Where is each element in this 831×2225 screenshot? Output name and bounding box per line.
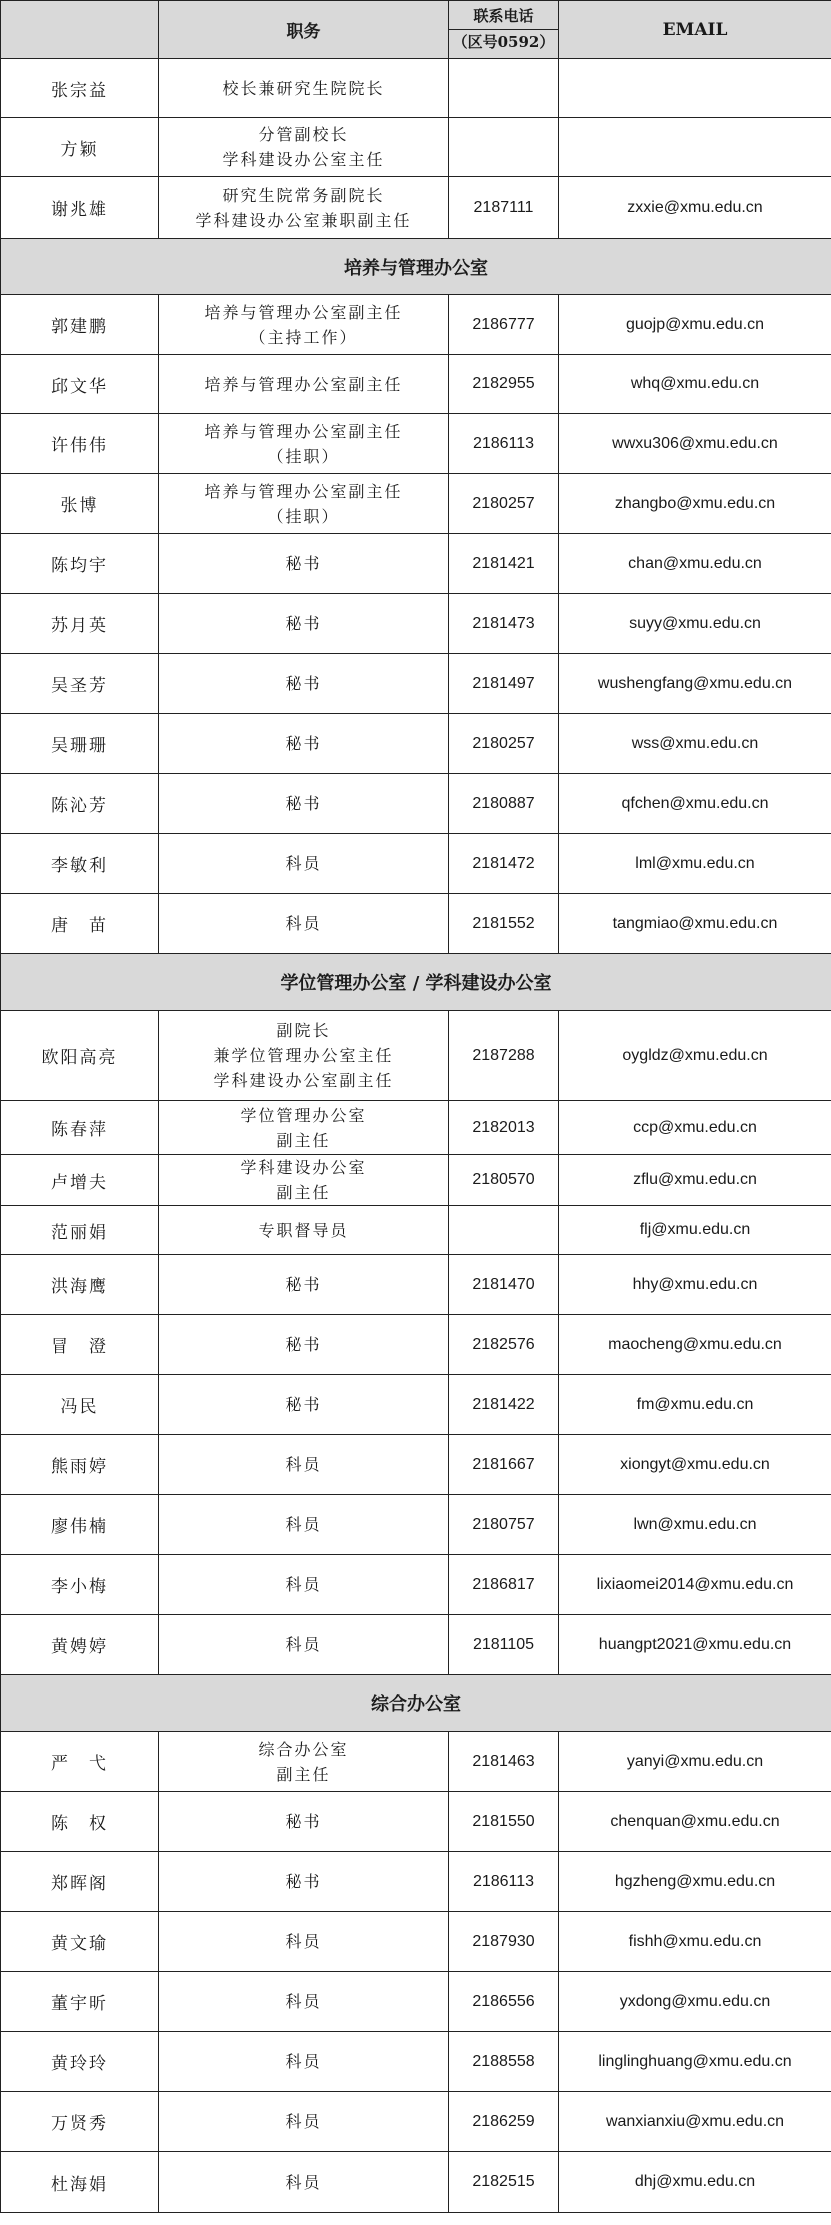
role-line: （挂职） [267, 506, 340, 526]
person-role [159, 1852, 449, 1912]
table-row [1, 1206, 831, 1255]
person-name: 欧阳高亮 [1, 1011, 159, 1101]
person-role [159, 1792, 449, 1852]
person-email[interactable]: yanyi@xmu.edu.cn [559, 1732, 831, 1792]
person-name: 邱文华 [1, 355, 159, 414]
table-row [1, 355, 831, 414]
person-phone: 2186817 [449, 1555, 559, 1615]
table-row [1, 534, 831, 594]
person-phone: 2182955 [449, 355, 559, 414]
person-name: 李敏利 [1, 834, 159, 894]
person-email[interactable]: wushengfang@xmu.edu.cn [559, 654, 831, 714]
person-email[interactable]: qfchen@xmu.edu.cn [559, 774, 831, 834]
person-name: 董宇昕 [1, 1972, 159, 2032]
person-name: 苏月英 [1, 594, 159, 654]
person-name: 唐 苗 [1, 894, 159, 954]
header-role: 职务 [159, 1, 449, 59]
person-email[interactable]: hgzheng@xmu.edu.cn [559, 1852, 831, 1912]
person-name: 范丽娟 [1, 1206, 159, 1255]
person-name: 杜海娟 [1, 2152, 159, 2213]
section-title: 学位管理办公室 / 学科建设办公室 [1, 954, 831, 1011]
person-email[interactable]: fm@xmu.edu.cn [559, 1375, 831, 1435]
person-role [159, 534, 449, 594]
role-line: 学科建设办公室 [240, 1158, 367, 1177]
table-row [1, 894, 831, 954]
person-phone: 2181421 [449, 534, 559, 594]
person-name: 吴圣芳 [1, 654, 159, 714]
person-name: 洪海鹰 [1, 1255, 159, 1315]
role-line: 校长兼研究生院院长 [222, 78, 385, 98]
role-line: 秘书 [285, 614, 322, 633]
person-name: 冯民 [1, 1375, 159, 1435]
person-phone: 2186113 [449, 414, 559, 474]
person-email[interactable]: huangpt2021@xmu.edu.cn [559, 1615, 831, 1675]
person-name: 陈均宇 [1, 534, 159, 594]
person-email[interactable]: oygldz@xmu.edu.cn [559, 1011, 831, 1101]
role-line: 学位管理办公室 [240, 1105, 367, 1125]
role-line: （挂职） [267, 446, 340, 466]
person-name: 黄文瑜 [1, 1912, 159, 1972]
person-role [159, 1495, 449, 1555]
person-email[interactable]: lixiaomei2014@xmu.edu.cn [559, 1555, 831, 1615]
table-row [1, 1315, 831, 1375]
role-line: 秘书 [285, 1872, 322, 1891]
person-role [159, 1555, 449, 1615]
person-phone: 2181422 [449, 1375, 559, 1435]
role-line: 科员 [285, 2172, 322, 2192]
table-row [1, 1615, 831, 1675]
table-row [1, 774, 831, 834]
table-row [1, 2032, 831, 2092]
person-email[interactable]: chan@xmu.edu.cn [559, 534, 831, 594]
person-role [159, 594, 449, 654]
header-row [1, 1, 831, 59]
person-name: 熊雨婷 [1, 1435, 159, 1495]
role-line: 兼学位管理办公室主任 [213, 1046, 394, 1065]
person-role [159, 714, 449, 774]
person-role [159, 59, 449, 118]
role-line: 培养与管理办公室副主任 [204, 481, 403, 501]
role-line: 科员 [285, 1635, 322, 1654]
table-row [1, 1792, 831, 1852]
header-phone-label: 联系电话 [473, 7, 534, 25]
table-row [1, 714, 831, 774]
person-role [159, 1435, 449, 1495]
role-line: 科员 [285, 1455, 322, 1474]
person-phone [449, 118, 559, 177]
person-phone: 2186556 [449, 1972, 559, 2032]
table-row [1, 834, 831, 894]
person-name: 谢兆雄 [1, 177, 159, 239]
person-email[interactable]: xiongyt@xmu.edu.cn [559, 1435, 831, 1495]
person-email[interactable]: tangmiao@xmu.edu.cn [559, 894, 831, 954]
role-line: 专职督导员 [258, 1220, 349, 1240]
role-line: 副主任 [276, 1183, 331, 1202]
person-phone: 2181550 [449, 1792, 559, 1852]
table-row [1, 1011, 831, 1101]
person-email[interactable]: wanxianxiu@xmu.edu.cn [559, 2092, 831, 2152]
role-line: 学科建设办公室副主任 [213, 1071, 394, 1090]
person-phone: 2181473 [449, 594, 559, 654]
role-line: 科员 [285, 854, 322, 873]
table-row [1, 1435, 831, 1495]
person-email[interactable]: zflu@xmu.edu.cn [559, 1155, 831, 1206]
table-row [1, 1912, 831, 1972]
person-name: 严 弋 [1, 1732, 159, 1792]
role-line: 科员 [285, 2112, 322, 2131]
person-email[interactable]: guojp@xmu.edu.cn [559, 295, 831, 355]
person-role [159, 1206, 449, 1255]
person-phone: 2181552 [449, 894, 559, 954]
person-phone: 2187288 [449, 1011, 559, 1101]
person-role [159, 118, 449, 177]
person-name: 许伟伟 [1, 414, 159, 474]
person-name: 陈春萍 [1, 1101, 159, 1155]
table-row [1, 594, 831, 654]
role-line: 秘书 [285, 674, 322, 693]
table-row [1, 295, 831, 355]
person-phone [449, 59, 559, 118]
section-row [1, 239, 831, 295]
person-name: 卢增夫 [1, 1155, 159, 1206]
role-line: 科员 [285, 914, 322, 933]
person-phone [449, 1206, 559, 1255]
person-role [159, 654, 449, 714]
person-email[interactable]: fishh@xmu.edu.cn [559, 1912, 831, 1972]
person-email[interactable]: hhy@xmu.edu.cn [559, 1255, 831, 1315]
person-email [559, 59, 831, 118]
role-line: 副主任 [276, 1764, 331, 1784]
person-role [159, 1255, 449, 1315]
person-role [159, 1912, 449, 1972]
person-role [159, 1375, 449, 1435]
table-body [1, 59, 831, 2213]
role-line: 副主任 [276, 1130, 331, 1150]
person-role [159, 894, 449, 954]
role-line: 科员 [285, 1515, 322, 1534]
role-line: 秘书 [285, 794, 322, 813]
section-title: 综合办公室 [1, 1675, 831, 1732]
role-line: 科员 [285, 1575, 322, 1594]
person-email[interactable]: zxxie@xmu.edu.cn [559, 177, 831, 239]
person-role [159, 1101, 449, 1155]
role-line: 培养与管理办公室副主任 [204, 421, 403, 441]
person-name: 陈沁芳 [1, 774, 159, 834]
person-phone: 2180257 [449, 714, 559, 774]
role-line: 秘书 [285, 1335, 322, 1354]
person-phone: 2181472 [449, 834, 559, 894]
person-phone: 2182515 [449, 2152, 559, 2213]
table-row [1, 1155, 831, 1206]
role-line: 秘书 [285, 734, 322, 753]
table-row [1, 177, 831, 239]
person-phone: 2180757 [449, 1495, 559, 1555]
table-row [1, 1972, 831, 2032]
role-line: 秘书 [285, 1812, 322, 1831]
person-role [159, 355, 449, 414]
person-role [159, 1155, 449, 1206]
section-row [1, 1675, 831, 1732]
table-row [1, 474, 831, 534]
person-phone: 2186113 [449, 1852, 559, 1912]
person-role [159, 834, 449, 894]
person-email[interactable]: maocheng@xmu.edu.cn [559, 1315, 831, 1375]
role-line: 研究生院常务副院长 [222, 185, 385, 205]
role-line: 培养与管理办公室副主任 [204, 302, 403, 322]
header-phone [449, 1, 559, 59]
person-phone: 2187111 [449, 177, 559, 239]
person-name: 吴珊珊 [1, 714, 159, 774]
role-line: 分管副校长 [258, 125, 349, 144]
role-line: 秘书 [285, 1395, 322, 1414]
person-name: 李小梅 [1, 1555, 159, 1615]
section-row [1, 954, 831, 1011]
person-name: 黄娉婷 [1, 1615, 159, 1675]
person-phone: 2181463 [449, 1732, 559, 1792]
person-phone: 2181105 [449, 1615, 559, 1675]
person-role [159, 177, 449, 239]
person-email[interactable]: wss@xmu.edu.cn [559, 714, 831, 774]
person-email[interactable]: lwn@xmu.edu.cn [559, 1495, 831, 1555]
person-email[interactable]: wwxu306@xmu.edu.cn [559, 414, 831, 474]
person-name: 方颖 [1, 118, 159, 177]
role-line: 学科建设办公室主任 [222, 150, 385, 169]
table-row [1, 414, 831, 474]
person-name: 陈 权 [1, 1792, 159, 1852]
person-name: 廖伟楠 [1, 1495, 159, 1555]
person-role [159, 2092, 449, 2152]
person-name: 万贤秀 [1, 2092, 159, 2152]
person-name: 张宗益 [1, 59, 159, 118]
person-name: 张博 [1, 474, 159, 534]
role-line: 副院长 [276, 1021, 331, 1040]
person-phone: 2181470 [449, 1255, 559, 1315]
table-row [1, 1101, 831, 1155]
table-row [1, 1495, 831, 1555]
table-row [1, 1255, 831, 1315]
person-email[interactable]: yxdong@xmu.edu.cn [559, 1972, 831, 2032]
person-email[interactable]: chenquan@xmu.edu.cn [559, 1792, 831, 1852]
person-phone: 2181667 [449, 1435, 559, 1495]
role-line: 科员 [285, 2052, 322, 2071]
person-role [159, 474, 449, 534]
table-row [1, 1375, 831, 1435]
person-email[interactable]: whq@xmu.edu.cn [559, 355, 831, 414]
role-line: 学科建设办公室兼职副主任 [195, 210, 412, 230]
person-phone: 2187930 [449, 1912, 559, 1972]
table-row [1, 2092, 831, 2152]
role-line: 综合办公室 [258, 1739, 349, 1759]
person-phone: 2181497 [449, 654, 559, 714]
person-role [159, 414, 449, 474]
person-email[interactable]: lml@xmu.edu.cn [559, 834, 831, 894]
header-email: EMAIL [559, 1, 831, 59]
table-row [1, 59, 831, 118]
person-role [159, 1972, 449, 2032]
section-title: 培养与管理办公室 [1, 239, 831, 295]
person-role [159, 1011, 449, 1101]
table-row [1, 118, 831, 177]
person-phone: 2180570 [449, 1155, 559, 1206]
table-row [1, 1732, 831, 1792]
role-line: 秘书 [285, 1275, 322, 1294]
role-line: （主持工作） [249, 327, 358, 347]
person-name: 黄玲玲 [1, 2032, 159, 2092]
person-phone: 2182576 [449, 1315, 559, 1375]
header-name [1, 1, 159, 59]
person-role [159, 2032, 449, 2092]
table-row [1, 1555, 831, 1615]
person-phone: 2186259 [449, 2092, 559, 2152]
person-email[interactable]: suyy@xmu.edu.cn [559, 594, 831, 654]
person-phone: 2188558 [449, 2032, 559, 2092]
person-phone: 2182013 [449, 1101, 559, 1155]
person-role [159, 2152, 449, 2213]
person-role [159, 1732, 449, 1792]
table-row [1, 654, 831, 714]
role-line: 培养与管理办公室副主任 [204, 374, 403, 394]
role-line: 秘书 [285, 554, 322, 573]
person-name: 郭建鹏 [1, 295, 159, 355]
role-line: 科员 [285, 1932, 322, 1951]
person-phone: 2180887 [449, 774, 559, 834]
header-phone-area-code: （区号0592） [449, 29, 558, 55]
person-role [159, 1315, 449, 1375]
person-phone: 2180257 [449, 474, 559, 534]
table-row [1, 2152, 831, 2213]
person-email[interactable]: zhangbo@xmu.edu.cn [559, 474, 831, 534]
person-role [159, 1615, 449, 1675]
person-email[interactable]: ccp@xmu.edu.cn [559, 1101, 831, 1155]
role-line: 科员 [285, 1992, 322, 2011]
person-email [559, 118, 831, 177]
person-name: 冒 澄 [1, 1315, 159, 1375]
person-phone: 2186777 [449, 295, 559, 355]
person-email[interactable]: flj@xmu.edu.cn [559, 1206, 831, 1255]
person-role [159, 774, 449, 834]
person-role [159, 295, 449, 355]
person-email[interactable]: linglinghuang@xmu.edu.cn [559, 2032, 831, 2092]
person-name: 郑晖阁 [1, 1852, 159, 1912]
table-row [1, 1852, 831, 1912]
person-email[interactable]: dhj@xmu.edu.cn [559, 2152, 831, 2213]
